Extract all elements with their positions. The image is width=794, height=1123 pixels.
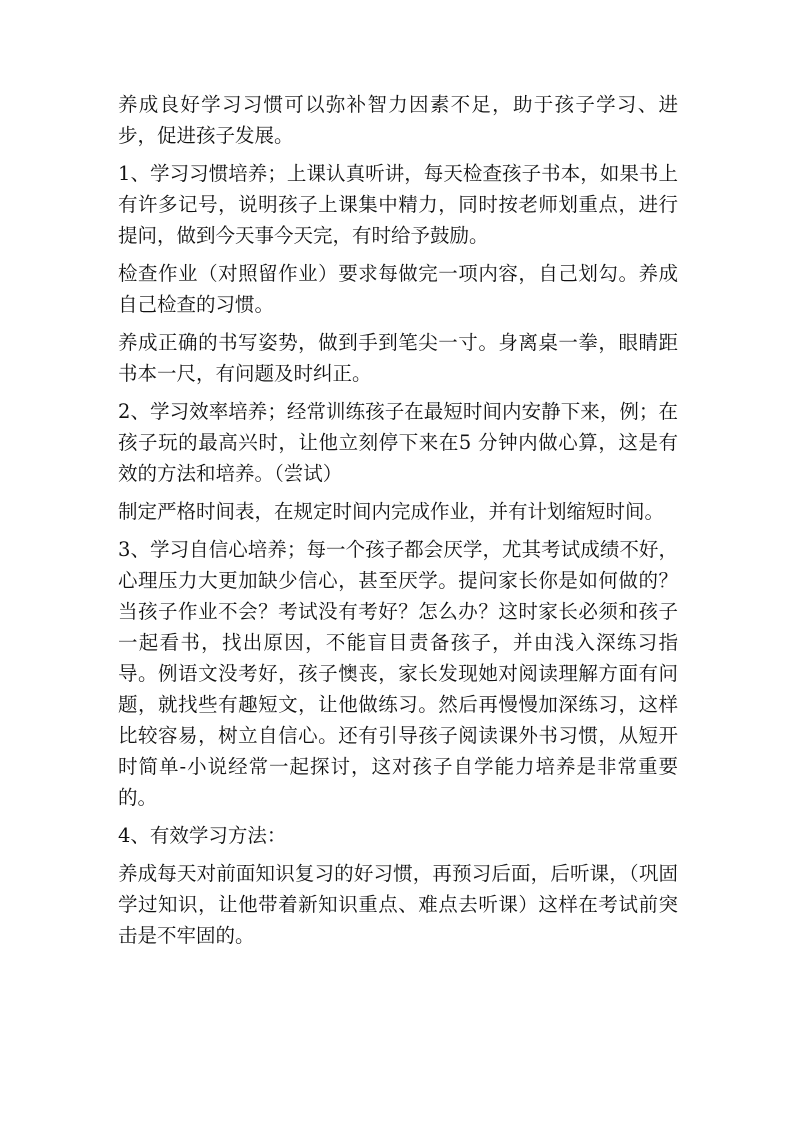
paragraph-writing-posture: 养成正确的书写姿势，做到手到笔尖一寸。身离桌一拳，眼睛距书本一尺，有问题及时纠正。 — [118, 331, 678, 385]
paragraph-homework-check: 检查作业（对照留作业）要求每做完一项内容，自己划勾。养成自己检查的习惯。 — [118, 262, 678, 316]
paragraph-methods-heading: 4、有效学习方法： — [118, 824, 287, 847]
document-body — [118, 89, 678, 958]
paragraph-schedule: 制定严格时间表，在规定时间内完成作业，并有计划缩短时间。 — [118, 500, 665, 523]
paragraph-habit-training: 1、学习习惯培养；上课认真听讲，每天检查孩子书本，如果书上有许多记号，说明孩子上课集中精力，同时按老师划重点，进行提问，做到今天事今天完，有时给予鼓励。 — [118, 162, 678, 247]
paragraph-efficiency-training: 2、学习效率培养；经常训练孩子在最短时间内安静下来，例；在孩子玩的最高兴时，让他立刻停下来在5 分钟内做心算，这是有效的方法和培养。（尝试） — [118, 400, 678, 485]
paragraph-intro: 养成良好学习习惯可以弥补智力因素不足，助于孩子学习、进步，促进孩子发展。 — [118, 93, 678, 147]
paragraph-confidence-training: 3、学习自信心培养；每一个孩子都会厌学，尤其考试成绩不好，心理压力大更加缺少信心，甚至厌学。提问家长你是如何做的？当孩子作业不会？考试没有考好？怎么办？这时家长必须和孩子一起看书，找出原因，不能盲目责备孩子，并由浅入深练习指导。例语文没考好，孩子懊丧，家长发现她对阅读理解方面有问题，就找些有趣短文，让他做练习。然后再慢慢加深练习，这样比较容易，树立自信心。还有引导孩子阅读课外书习惯，从短开时简单-小说经常一起探讨，这对孩子自学能力培养是非常重要的。 — [118, 538, 678, 809]
paragraph-review-preview: 养成每天对前面知识复习的好习惯，再预习后面，后听课，（巩固学过知识，让他带着新知识重点、难点去听课）这样在考试前突击是不牢固的。 — [118, 862, 678, 947]
